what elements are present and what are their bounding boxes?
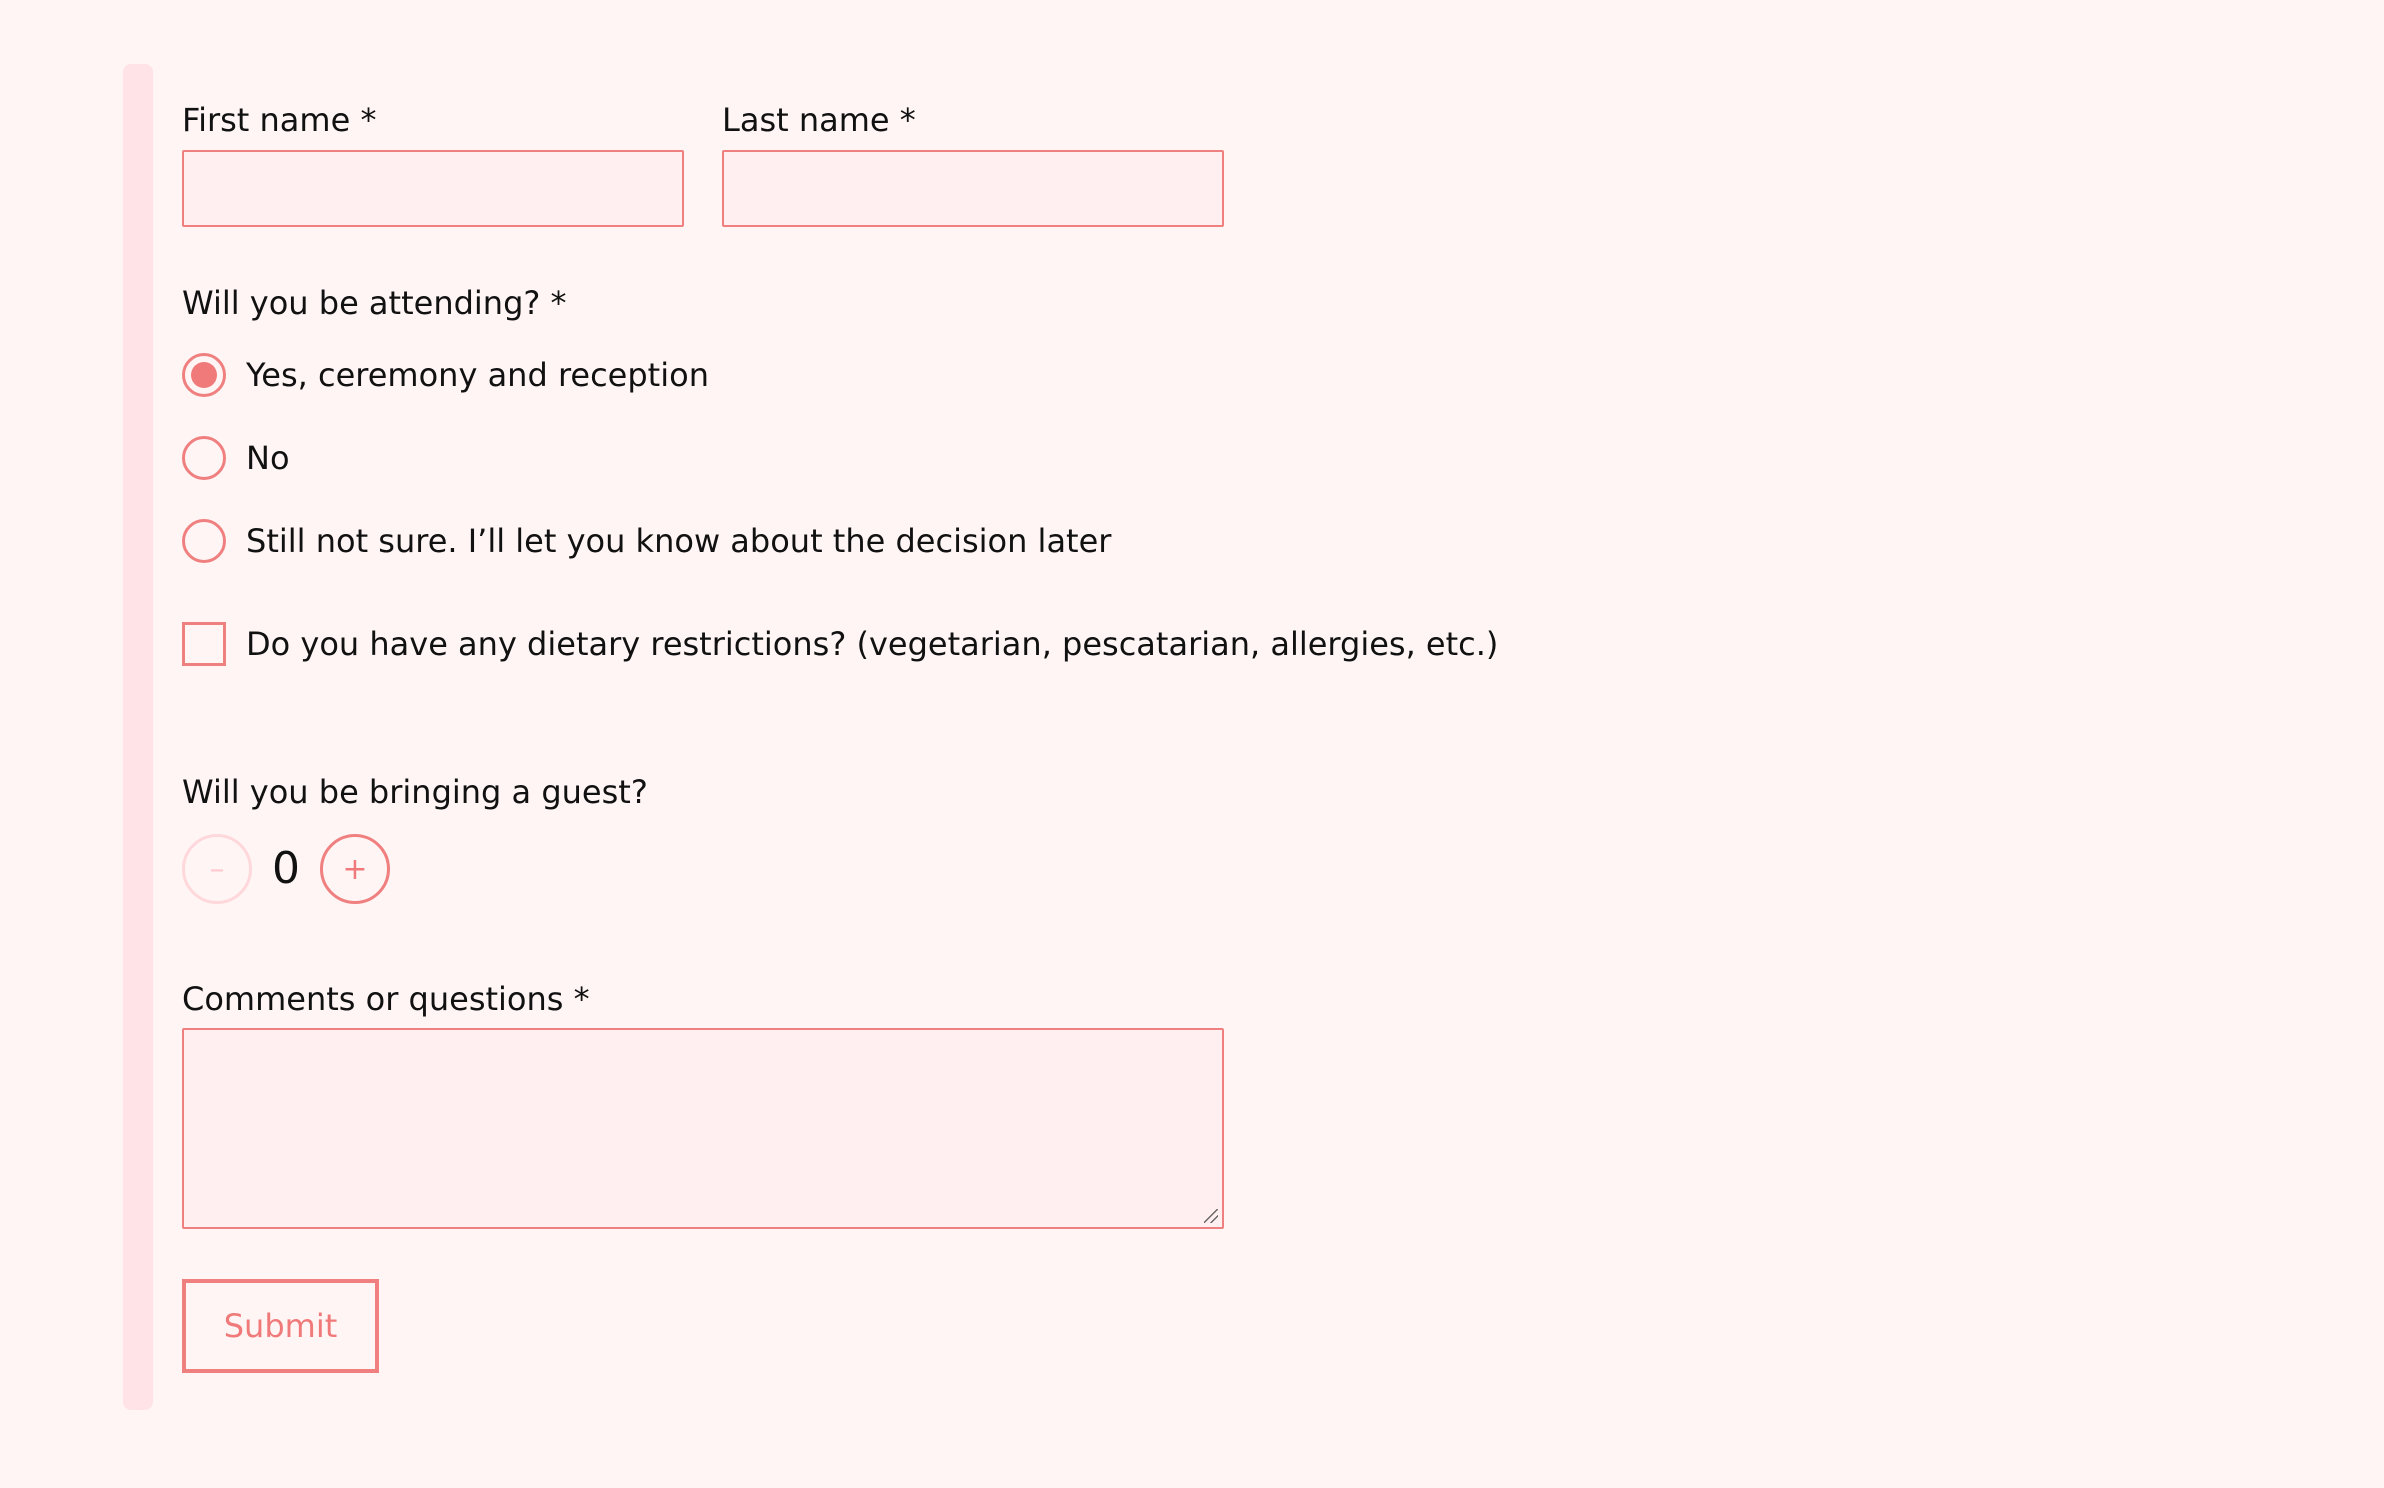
comments-label: Comments or questions *	[182, 980, 590, 1018]
dietary-restrictions-option[interactable]	[182, 622, 1498, 666]
resize-grip-icon[interactable]	[1204, 1209, 1218, 1223]
guest-count: 0	[272, 843, 300, 894]
guest-decrement-button[interactable]	[182, 834, 252, 904]
first-name-label: First name *	[182, 101, 377, 139]
last-name-input[interactable]	[722, 150, 1224, 227]
attending-option-label: Yes, ceremony and reception	[246, 356, 709, 394]
dietary-checkbox[interactable]	[182, 622, 226, 666]
attending-option-label: No	[246, 439, 290, 477]
last-name-label: Last name *	[722, 101, 916, 139]
radio-button-selected[interactable]	[182, 353, 226, 397]
guest-increment-button[interactable]	[320, 834, 390, 904]
attending-question: Will you be attending? *	[182, 284, 567, 322]
attending-option-yes[interactable]	[182, 353, 709, 397]
attending-option-label: Still not sure. I’ll let you know about the decision later	[246, 522, 1112, 560]
form-side-accent-bar	[123, 64, 153, 1410]
plus-icon: +	[342, 851, 368, 887]
submit-button[interactable]: Submit	[182, 1279, 379, 1373]
attending-option-not-sure[interactable]	[182, 519, 1111, 563]
radio-dot-icon	[191, 362, 217, 388]
first-name-input[interactable]	[182, 150, 684, 227]
radio-button[interactable]	[182, 519, 226, 563]
comments-textarea[interactable]	[182, 1028, 1224, 1229]
radio-button[interactable]	[182, 436, 226, 480]
minus-icon: –	[209, 851, 225, 887]
attending-option-no[interactable]	[182, 436, 290, 480]
guest-question: Will you be bringing a guest?	[182, 773, 648, 811]
dietary-label: Do you have any dietary restrictions? (vegetarian, pescatarian, allergies, etc.)	[246, 625, 1499, 663]
